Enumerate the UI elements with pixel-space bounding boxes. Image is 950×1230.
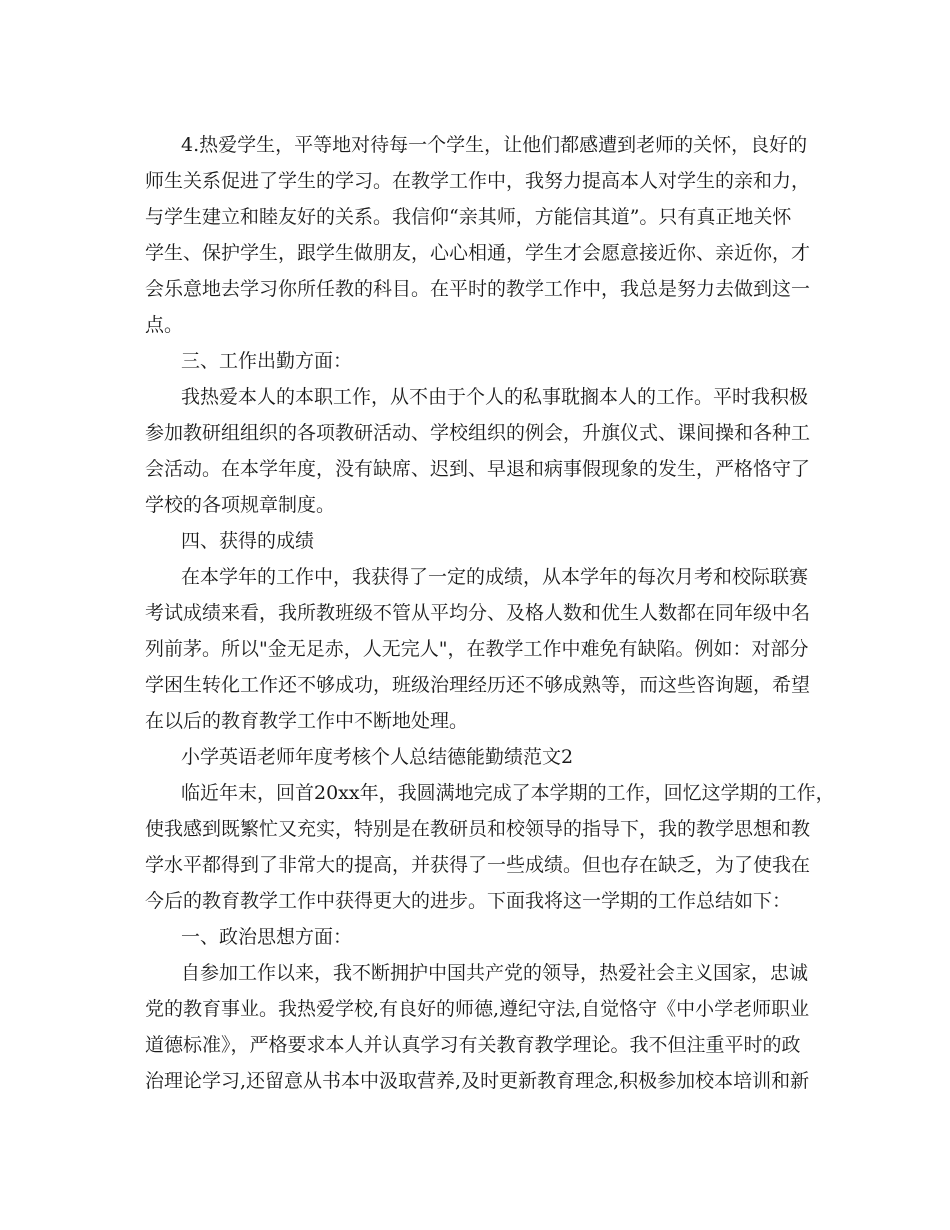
text-line: 治理论学习,还留意从书本中汲取营养,及时更新教育理念,积极参加校本培训和新 xyxy=(145,1070,810,1092)
text-line: 学困生转化工作还不够成功，班级治理经历还不够成熟等，而这些咨询题，希望 xyxy=(145,674,811,696)
text-line: 党的教育事业。我热爱学校,有良好的师德,遵纪守法,自觉恪守《中小学老师职业 xyxy=(145,998,810,1020)
section-heading: 一、政治思想方面： xyxy=(181,926,353,948)
text-line: 考试成绩来看，我所教班级不管从平均分、及格人数和优生人数都在同年级中名 xyxy=(145,602,811,624)
text-line: 使我感到既繁忙又充实，特别是在教研员和校领导的指导下，我的教学思想和教 xyxy=(145,818,811,840)
section-heading: 四、获得的成绩 xyxy=(181,530,315,552)
text-line: 会活动。在本学年度，没有缺席、迟到、早退和病事假现象的发生，严格恪守了 xyxy=(145,458,811,480)
text-line: 会乐意地去学习你所任教的科目。在平时的教学工作中，我总是努力去做到这一 xyxy=(145,278,811,300)
text-line: 今后的教育教学工作中获得更大的进步。下面我将这一学期的工作总结如下： xyxy=(145,890,792,912)
text-line: 在本学年的工作中，我获得了一定的成绩，从本学年的每次月考和校际联赛 xyxy=(181,566,809,588)
text-line: 与学生建立和睦友好的关系。我信仰“亲其师，方能信其道”。只有真正地关怀 xyxy=(145,206,792,228)
text-line: 师生关系促进了学生的学习。在教学工作中，我努力提高本人对学生的亲和力， xyxy=(145,170,811,192)
text-line: 我热爱本人的本职工作，从不由于个人的私事耽搁本人的工作。平时我积极 xyxy=(181,386,809,408)
text-line: 列前茅。所以"金无足赤，人无完人"，在教学工作中难免有缺陷。例如：对部分 xyxy=(145,638,809,660)
text-line: 学水平都得到了非常大的提高，并获得了一些成绩。但也存在缺乏，为了使我在 xyxy=(145,854,811,876)
text-line: 学校的各项规章制度。 xyxy=(145,494,336,516)
text-line: 4.热爱学生，平等地对待每一个学生，让他们都感遭到老师的关怀，良好的 xyxy=(181,134,808,156)
article-title: 小学英语老师年度考核个人总结德能勤绩范文2 xyxy=(181,746,574,768)
section-heading: 三、工作出勤方面： xyxy=(181,350,353,372)
text-line: 学生、保护学生，跟学生做朋友，心心相通，学生才会愿意接近你、亲近你，才 xyxy=(145,242,811,264)
text-line: 在以后的教育教学工作中不断地处理。 xyxy=(145,710,469,732)
text-line: 临近年末，回首20xx年，我圆满地完成了本学期的工作，回忆这学期的工作， xyxy=(181,782,835,804)
text-line: 点。 xyxy=(145,314,184,336)
text-line: 自参加工作以来，我不断拥护中国共产党的领导，热爱社会主义国家，忠诚 xyxy=(181,962,809,984)
text-line: 道德标准》，严格要求本人并认真学习有关教育教学理论。我不但注重平时的政 xyxy=(145,1034,801,1056)
text-line: 参加教研组组织的各项教研活动、学校组织的例会，升旗仪式、课间操和各种工 xyxy=(145,422,811,444)
